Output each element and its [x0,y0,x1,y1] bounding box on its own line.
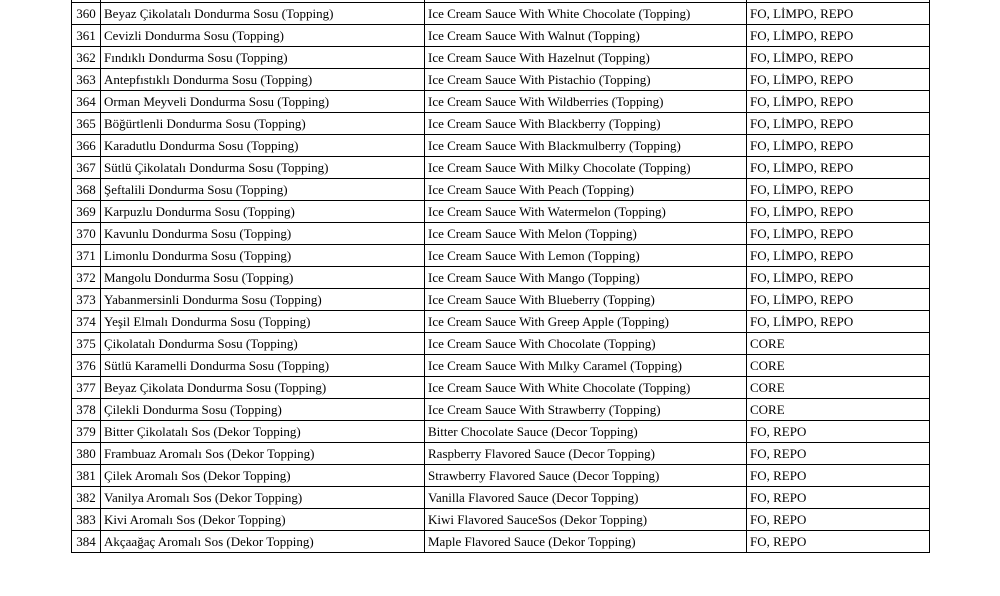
row-number-cell: 368 [72,179,101,201]
row-number-cell: 365 [72,113,101,135]
category-cell: FO, LİMPO, REPO [747,157,930,179]
row-number-cell: 384 [72,531,101,553]
category-cell: FO, REPO [747,531,930,553]
turkish-name-cell: Bitter Çikolatalı Sos (Dekor Topping) [101,421,425,443]
row-number-cell: 370 [72,223,101,245]
table-row [72,25,930,47]
table-row [72,267,930,289]
english-name-cell: Bitter Chocolate Sauce (Decor Topping) [425,421,747,443]
english-name-cell: Ice Cream Sauce With Blackberry (Topping) [425,113,747,135]
table-row [72,245,930,267]
table-row [72,113,930,135]
turkish-name-cell: Beyaz Çikolatalı Dondurma Sosu (Topping) [101,3,425,25]
turkish-name-cell: Cevizli Dondurma Sosu (Topping) [101,25,425,47]
english-name-cell: Ice Cream Sauce With Blackmulberry (Topping) [425,135,747,157]
turkish-name-cell: Fındıklı Dondurma Sosu (Topping) [101,47,425,69]
row-number-cell: 380 [72,443,101,465]
category-cell: FO, REPO [747,509,930,531]
turkish-name-cell: Çikolatalı Dondurma Sosu (Topping) [101,333,425,355]
english-name-cell: Ice Cream Sauce With Watermelon (Topping) [425,201,747,223]
category-cell: CORE [747,355,930,377]
english-name-cell: Ice Cream Sauce With White Chocolate (Topping) [425,377,747,399]
category-cell: FO, LİMPO, REPO [747,113,930,135]
table-row [72,69,930,91]
english-name-cell: Ice Cream Sauce With Walnut (Topping) [425,25,747,47]
row-number-cell: 377 [72,377,101,399]
table-row [72,487,930,509]
english-name-cell: Ice Cream Sauce With Greep Apple (Topping) [425,311,747,333]
turkish-name-cell: Akçaağaç Aromalı Sos (Dekor Topping) [101,531,425,553]
turkish-name-cell: Kavunlu Dondurma Sosu (Topping) [101,223,425,245]
row-number-cell: 374 [72,311,101,333]
english-name-cell: Vanilla Flavored Sauce (Decor Topping) [425,487,747,509]
turkish-name-cell: Yeşil Elmalı Dondurma Sosu (Topping) [101,311,425,333]
turkish-name-cell: Frambuaz Aromalı Sos (Dekor Topping) [101,443,425,465]
category-cell: CORE [747,399,930,421]
row-number-cell: 378 [72,399,101,421]
table-row [72,377,930,399]
row-number-cell: 367 [72,157,101,179]
row-number-cell: 379 [72,421,101,443]
turkish-name-cell: Sütlü Çikolatalı Dondurma Sosu (Topping) [101,157,425,179]
row-number-cell: 364 [72,91,101,113]
turkish-name-cell: Karadutlu Dondurma Sosu (Topping) [101,135,425,157]
table-row [72,333,930,355]
english-name-cell: Ice Cream Sauce With Lemon (Topping) [425,245,747,267]
category-cell: FO, LİMPO, REPO [747,267,930,289]
english-name-cell: Ice Cream Sauce With Mango (Topping) [425,267,747,289]
row-number-cell: 362 [72,47,101,69]
data-table [71,0,930,553]
category-cell: FO, REPO [747,465,930,487]
row-number-cell: 372 [72,267,101,289]
table-row [72,509,930,531]
category-cell: FO, LİMPO, REPO [747,289,930,311]
row-number-cell: 363 [72,69,101,91]
turkish-name-cell: Mangolu Dondurma Sosu (Topping) [101,267,425,289]
english-name-cell: Ice Cream Sauce With Chocolate (Topping) [425,333,747,355]
english-name-cell: Ice Cream Sauce With Milky Chocolate (Topping) [425,157,747,179]
row-number-cell: 369 [72,201,101,223]
english-name-cell: Ice Cream Sauce With Wildberries (Topping) [425,91,747,113]
turkish-name-cell: Karpuzlu Dondurma Sosu (Topping) [101,201,425,223]
row-number-cell: 366 [72,135,101,157]
category-cell: CORE [747,333,930,355]
table-row [72,421,930,443]
table-row [72,311,930,333]
english-name-cell: Maple Flavored Sauce (Dekor Topping) [425,531,747,553]
english-name-cell: Ice Cream Sauce With Pistachio (Topping) [425,69,747,91]
english-name-cell: Kiwi Flavored SauceSos (Dekor Topping) [425,509,747,531]
category-cell: FO, LİMPO, REPO [747,135,930,157]
turkish-name-cell: Yabanmersinli Dondurma Sosu (Topping) [101,289,425,311]
row-number-cell: 376 [72,355,101,377]
turkish-name-cell: Böğürtlenli Dondurma Sosu (Topping) [101,113,425,135]
table-row [72,91,930,113]
table-row [72,465,930,487]
turkish-name-cell: Sütlü Karamelli Dondurma Sosu (Topping) [101,355,425,377]
category-cell: CORE [747,377,930,399]
category-cell: FO, LİMPO, REPO [747,245,930,267]
table-row [72,3,930,25]
english-name-cell: Ice Cream Sauce With Strawberry (Topping) [425,399,747,421]
category-cell: FO, REPO [747,443,930,465]
category-cell: FO, REPO [747,487,930,509]
english-name-cell: Ice Cream Sauce With Mılky Caramel (Topping) [425,355,747,377]
table-body [72,0,930,553]
category-cell: FO, LİMPO, REPO [747,69,930,91]
row-number-cell: 371 [72,245,101,267]
english-name-cell: Ice Cream Sauce With White Chocolate (Topping) [425,3,747,25]
table-row [72,531,930,553]
table-row [72,135,930,157]
category-cell: FO, LİMPO, REPO [747,223,930,245]
category-cell: FO, LİMPO, REPO [747,91,930,113]
turkish-name-cell: Vanilya Aromalı Sos (Dekor Topping) [101,487,425,509]
turkish-name-cell: Çilekli Dondurma Sosu (Topping) [101,399,425,421]
row-number-cell: 361 [72,25,101,47]
english-name-cell: Ice Cream Sauce With Hazelnut (Topping) [425,47,747,69]
row-number-cell: 382 [72,487,101,509]
row-number-cell: 360 [72,3,101,25]
category-cell: FO, LİMPO, REPO [747,179,930,201]
turkish-name-cell: Orman Meyveli Dondurma Sosu (Topping) [101,91,425,113]
table-row [72,201,930,223]
english-name-cell: Ice Cream Sauce With Melon (Topping) [425,223,747,245]
category-cell: FO, LİMPO, REPO [747,25,930,47]
row-number-cell: 383 [72,509,101,531]
table-row [72,289,930,311]
table-row [72,179,930,201]
row-number-cell: 373 [72,289,101,311]
category-cell: FO, LİMPO, REPO [747,311,930,333]
turkish-name-cell: Beyaz Çikolata Dondurma Sosu (Topping) [101,377,425,399]
row-number-cell: 381 [72,465,101,487]
english-name-cell: Ice Cream Sauce With Blueberry (Topping) [425,289,747,311]
table-row [72,399,930,421]
english-name-cell: Ice Cream Sauce With Peach (Topping) [425,179,747,201]
table-row [72,47,930,69]
table-row [72,223,930,245]
turkish-name-cell: Limonlu Dondurma Sosu (Topping) [101,245,425,267]
category-cell: FO, LİMPO, REPO [747,3,930,25]
table-row [72,355,930,377]
turkish-name-cell: Şeftalili Dondurma Sosu (Topping) [101,179,425,201]
english-name-cell: Raspberry Flavored Sauce (Decor Topping) [425,443,747,465]
category-cell: FO, REPO [747,421,930,443]
turkish-name-cell: Antepfıstıklı Dondurma Sosu (Topping) [101,69,425,91]
turkish-name-cell: Çilek Aromalı Sos (Dekor Topping) [101,465,425,487]
category-cell: FO, LİMPO, REPO [747,201,930,223]
turkish-name-cell: Kivi Aromalı Sos (Dekor Topping) [101,509,425,531]
row-number-cell: 375 [72,333,101,355]
category-cell: FO, LİMPO, REPO [747,47,930,69]
table-row [72,157,930,179]
english-name-cell: Strawberry Flavored Sauce (Decor Topping) [425,465,747,487]
table-row [72,443,930,465]
